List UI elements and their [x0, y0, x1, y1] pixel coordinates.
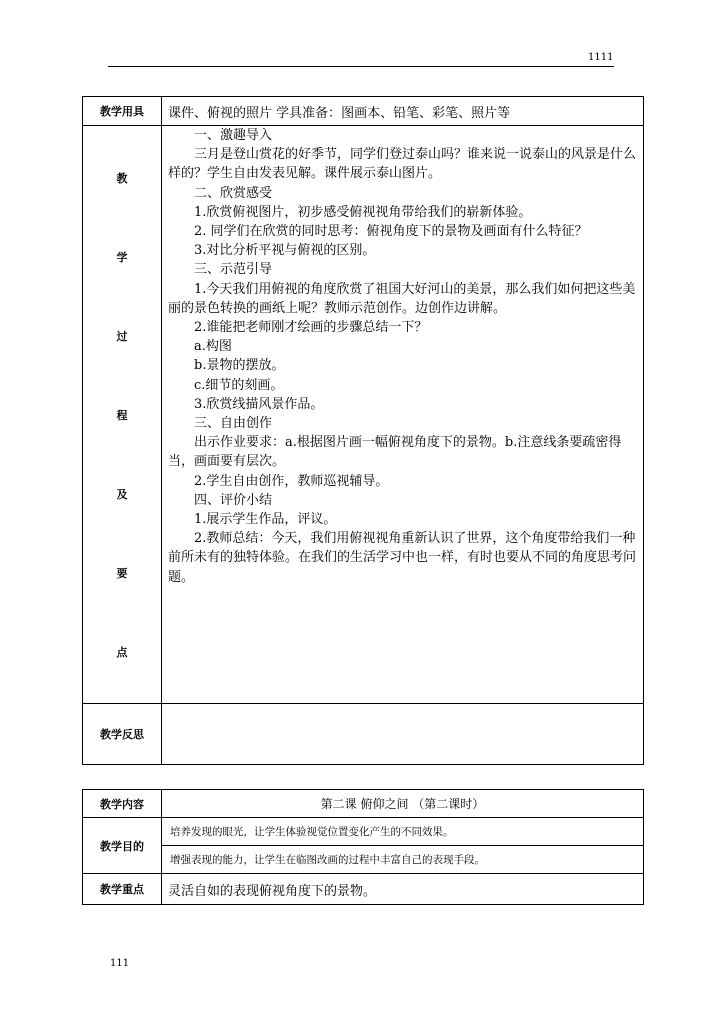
reflection-value: [162, 704, 644, 765]
footer-page-number: 111: [110, 958, 130, 969]
process-vertical-label: [83, 126, 161, 703]
process-line: a.构图: [194, 339, 232, 355]
goal-label: 教学目的: [83, 818, 162, 874]
process-line: b.景物的摆放。: [194, 358, 285, 374]
goal-line-2: 增强表现的能力，让学生在临图改画的过程中丰富自己的表现手段。: [162, 846, 644, 874]
process-label-char: 程: [116, 408, 128, 422]
process-line: 2.谁能把老师刚才绘画的步骤总结一下？: [194, 320, 428, 336]
process-line: 三月是登山赏花的好季节，同学们登过泰山吗？谁来说一说泰山的风景是什么样的？学生自由发表见解。课件展示泰山图片。: [168, 147, 637, 182]
process-line: 三、示范引导: [194, 262, 273, 278]
header-page-number: 1111: [588, 52, 614, 63]
process-label-char: 要: [116, 566, 128, 580]
process-line: 1.今天我们用俯视的角度欣赏了祖国大好河山的美景，那么我们如何把这些美丽的景色转换的画纸上呢？教师示范创作。边创作边讲解。: [168, 281, 636, 316]
header-rule: [108, 66, 614, 67]
process-line: 2.教师总结：今天，我们用俯视视角重新认识了世界，这个角度带给我们一种前所未有的独特体验。在我们的生活学习中也一样，有时也要从不同的角度思考问题。: [168, 531, 637, 585]
process-line: c.细节的刻画。: [194, 377, 284, 393]
process-content-cell: [162, 126, 644, 704]
process-line: 3.欣赏线描风景作品。: [194, 396, 324, 412]
process-line: 出示作业要求：a.根据图片画一幅俯视角度下的景物。b.注意线条要疏密得当，画面要有层次。: [168, 435, 622, 470]
focus-label: 教学重点: [83, 874, 162, 905]
process-label-cell: [83, 126, 162, 704]
process-content: [162, 126, 643, 587]
process-line: 3.对比分析平视与俯视的区别。: [194, 243, 376, 259]
focus-value: 灵活自如的表现俯视角度下的景物。: [162, 874, 644, 905]
lesson-info-table: [82, 789, 644, 905]
process-label-char: 学: [116, 250, 128, 264]
content-label: 教学内容: [83, 790, 162, 818]
process-line: 2.学生自由创作，教师巡视辅导。: [194, 473, 389, 489]
reflection-label: 教学反思: [83, 704, 162, 765]
tools-label: 教学用具: [83, 97, 162, 126]
process-line: 1.欣赏俯视图片，初步感受俯视视角带给我们的崭新体验。: [194, 204, 532, 220]
lesson-process-table: [82, 96, 644, 765]
process-line: 二、欣赏感受: [194, 185, 273, 201]
goal-line-1: 培养发现的眼光，让学生体验视觉位置变化产生的不同效果。: [162, 818, 644, 846]
tools-value: 课件、俯视的照片 学具准备：图画本、铅笔、彩笔、照片等: [162, 97, 644, 126]
process-line: 一、激趣导入: [194, 128, 273, 143]
process-label-char: 过: [116, 329, 128, 343]
process-line: 1.展示学生作品，评议。: [194, 512, 337, 528]
process-label-char: 点: [116, 645, 128, 659]
process-line: 四、评价小结: [194, 492, 273, 508]
process-line: 三、自由创作: [194, 416, 273, 432]
process-label-char: 及: [116, 487, 128, 501]
content-value: 第二课 俯仰之间 （第二课时）: [162, 790, 644, 818]
process-label-char: 教: [116, 171, 128, 185]
process-line: 2. 同学们在欣赏的同时思考：俯视角度下的景物及画面有什么特征？: [194, 224, 588, 240]
